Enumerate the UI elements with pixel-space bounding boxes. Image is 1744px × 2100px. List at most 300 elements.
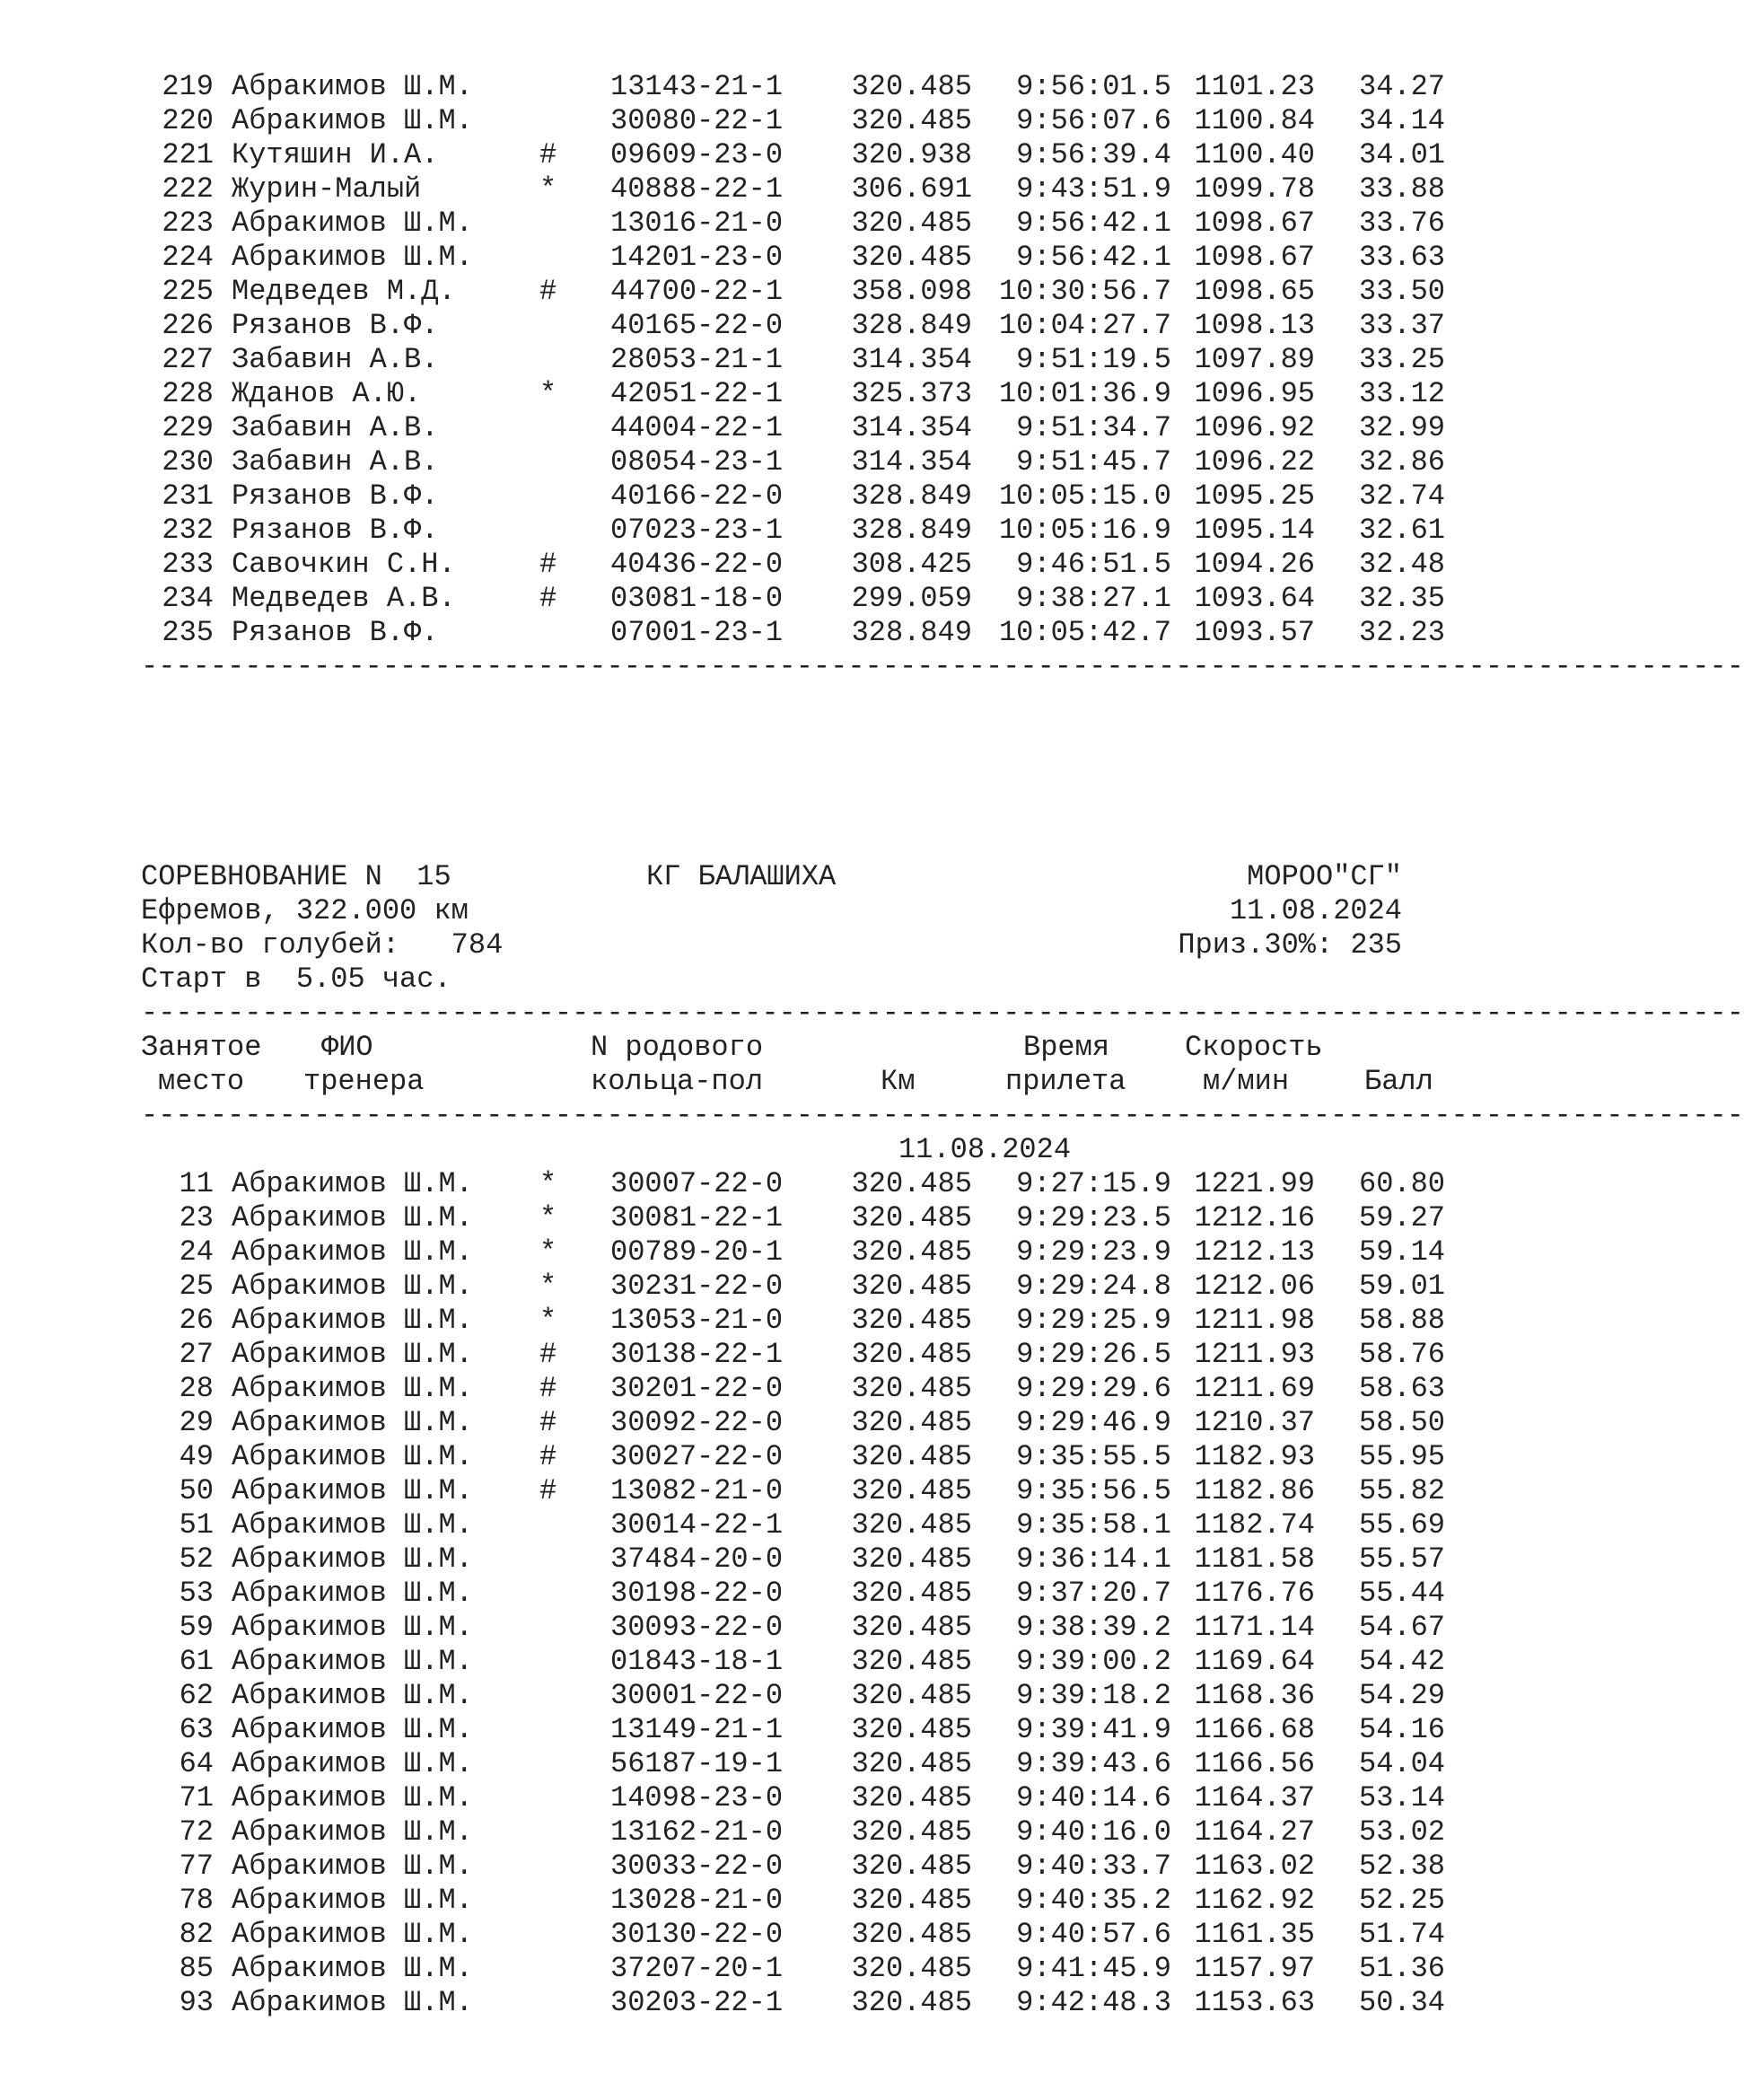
table-row [0,1440,1485,1474]
cell-arrival-time: 9:56:07.6 [1016,104,1171,137]
header-rule-top: --------------------------------------------------------------------------------------------- [141,997,1744,1030]
cell-speed: 1176.76 [1194,1577,1315,1610]
cell-trainer-name: Абракимов Ш.М. [232,1304,473,1337]
cell-ring-number: 30203-22-1 [610,1986,784,2019]
cell-place: 50 [179,1474,214,1507]
table-row [0,377,1485,411]
cell-speed: 1096.95 [1194,377,1315,410]
cell-place: 77 [179,1850,214,1883]
cell-speed: 1212.13 [1194,1235,1315,1269]
cell-score: 32.48 [1358,548,1445,581]
cell-trainer-name: Абракимов Ш.М. [232,1372,473,1405]
cell-trainer-name: Абракимов Ш.М. [232,1508,473,1542]
cell-arrival-time: 9:29:25.9 [1016,1304,1171,1337]
cell-ring-number: 07001-23-1 [610,616,784,649]
cell-speed: 1099.78 [1194,172,1315,206]
cell-score: 52.25 [1358,1884,1445,1917]
cell-arrival-time: 9:51:45.7 [1016,445,1171,479]
cell-trainer-name: Рязанов В.Ф. [232,514,439,547]
cell-distance-km: 320.485 [851,1679,972,1712]
table-row [0,1338,1485,1372]
cell-speed: 1168.36 [1194,1679,1315,1712]
cell-trainer-name: Медведев А.В. [232,582,456,615]
cell-distance-km: 320.485 [851,1645,972,1678]
cell-place: 49 [179,1440,214,1473]
cell-score: 33.25 [1358,343,1445,376]
cell-arrival-time: 9:38:39.2 [1016,1611,1171,1644]
table-row [0,1406,1485,1440]
cell-ring-number: 40888-22-1 [610,172,784,206]
cell-place: 228 [162,377,214,410]
cell-ring-number: 30001-22-0 [610,1679,784,1712]
cell-score: 53.02 [1358,1815,1445,1849]
cell-mark: # [539,1338,557,1371]
cell-arrival-time: 9:39:41.9 [1016,1713,1171,1746]
cell-arrival-time: 9:42:48.3 [1016,1986,1171,2019]
cell-distance-km: 320.485 [851,1884,972,1917]
cell-mark: # [539,548,557,581]
cell-score: 50.34 [1358,1986,1445,2019]
cell-arrival-time: 9:35:58.1 [1016,1508,1171,1542]
table-row [0,1815,1485,1850]
cell-score: 53.14 [1358,1781,1445,1814]
cell-score: 55.82 [1358,1474,1445,1507]
table-row [0,1167,1485,1201]
table-row [0,1850,1485,1884]
cell-place: 82 [179,1918,214,1951]
cell-distance-km: 299.059 [851,582,972,615]
cell-distance-km: 320.485 [851,206,972,240]
cell-speed: 1097.89 [1194,343,1315,376]
cell-place: 29 [179,1406,214,1439]
cell-arrival-time: 10:05:42.7 [998,616,1171,649]
organization-name: МОРОО"СГ" [1247,860,1402,893]
cell-place: 64 [179,1747,214,1780]
cell-trainer-name: Абракимов Ш.М. [232,1884,473,1917]
cell-arrival-time: 9:35:56.5 [1016,1474,1171,1507]
cell-speed: 1212.16 [1194,1201,1315,1235]
competition-number: СОРЕВНОВАНИЕ N 15 [141,860,451,893]
cell-trainer-name: Абракимов Ш.М. [232,1918,473,1951]
cell-place: 230 [162,445,214,479]
cell-speed: 1098.65 [1194,275,1315,308]
cell-trainer-name: Абракимов Ш.М. [232,1201,473,1235]
cell-distance-km: 320.485 [851,1850,972,1883]
cell-distance-km: 314.354 [851,411,972,444]
table-row [0,1201,1485,1235]
competition-date: 11.08.2024 [1229,894,1402,927]
col-ring-label-2: кольца-пол [591,1065,764,1098]
cell-ring-number: 13028-21-0 [610,1884,784,1917]
cell-distance-km: 320.485 [851,1406,972,1439]
cell-mark: # [539,138,557,171]
cell-trainer-name: Абракимов Ш.М. [232,1952,473,1985]
table-row [0,1611,1485,1645]
cell-trainer-name: Забавин А.В. [232,343,439,376]
cell-ring-number: 30093-22-0 [610,1611,784,1644]
cell-trainer-name: Абракимов Ш.М. [232,1611,473,1644]
cell-mark: * [539,1235,557,1269]
table-row [0,138,1485,172]
cell-score: 59.01 [1358,1270,1445,1303]
cell-place: 25 [179,1270,214,1303]
table-row [0,1235,1485,1270]
cell-ring-number: 30130-22-0 [610,1918,784,1951]
cell-trainer-name: Рязанов В.Ф. [232,479,439,513]
col-score-label: Балл [1364,1065,1433,1098]
cell-arrival-time: 9:56:42.1 [1016,241,1171,274]
col-time-label-1: Время [1023,1031,1110,1064]
cell-speed: 1164.37 [1194,1781,1315,1814]
cell-distance-km: 328.849 [851,514,972,547]
cell-trainer-name: Абракимов Ш.М. [232,1815,473,1849]
cell-ring-number: 30198-22-0 [610,1577,784,1610]
cell-score: 34.27 [1358,70,1445,103]
table-row [0,1918,1485,1952]
cell-distance-km: 320.485 [851,1372,972,1405]
cell-ring-number: 30201-22-0 [610,1372,784,1405]
cell-ring-number: 44004-22-1 [610,411,784,444]
prize-count: Приз.30%: 235 [1178,928,1402,962]
cell-place: 24 [179,1235,214,1269]
cell-distance-km: 320.485 [851,1304,972,1337]
cell-ring-number: 56187-19-1 [610,1747,784,1780]
cell-place: 71 [179,1781,214,1814]
cell-distance-km: 320.485 [851,1474,972,1507]
cell-trainer-name: Забавин А.В. [232,411,439,444]
cell-distance-km: 320.485 [851,1747,972,1780]
cell-speed: 1182.86 [1194,1474,1315,1507]
cell-speed: 1098.67 [1194,206,1315,240]
cell-distance-km: 320.485 [851,1815,972,1849]
cell-ring-number: 30007-22-0 [610,1167,784,1200]
cell-arrival-time: 9:51:34.7 [1016,411,1171,444]
cell-ring-number: 14201-23-0 [610,241,784,274]
cell-distance-km: 320.485 [851,241,972,274]
cell-speed: 1098.67 [1194,241,1315,274]
club-name: КГ БАЛАШИХА [646,860,837,893]
cell-score: 33.88 [1358,172,1445,206]
cell-arrival-time: 9:39:18.2 [1016,1679,1171,1712]
cell-score: 54.04 [1358,1747,1445,1780]
cell-arrival-time: 9:51:19.5 [1016,343,1171,376]
cell-place: 61 [179,1645,214,1678]
cell-speed: 1157.97 [1194,1952,1315,1985]
cell-score: 32.35 [1358,582,1445,615]
cell-trainer-name: Савочкин С.Н. [232,548,456,581]
table-row [0,1952,1485,1986]
cell-trainer-name: Абракимов Ш.М. [232,206,473,240]
cell-arrival-time: 9:38:27.1 [1016,582,1171,615]
pigeon-count: Кол-во голубей: 784 [141,928,504,962]
cell-arrival-time: 9:29:29.6 [1016,1372,1171,1405]
cell-place: 27 [179,1338,214,1371]
cell-speed: 1181.58 [1194,1542,1315,1576]
cell-trainer-name: Абракимов Ш.М. [232,1986,473,2019]
cell-distance-km: 328.849 [851,616,972,649]
cell-score: 34.01 [1358,138,1445,171]
cell-place: 222 [162,172,214,206]
cell-distance-km: 314.354 [851,343,972,376]
table-row [0,1645,1485,1679]
cell-distance-km: 314.354 [851,445,972,479]
cell-ring-number: 13016-21-0 [610,206,784,240]
cell-arrival-time: 9:29:23.5 [1016,1201,1171,1235]
col-name-label-1: ФИО [321,1031,373,1064]
cell-place: 235 [162,616,214,649]
cell-trainer-name: Абракимов Ш.М. [232,1713,473,1746]
cell-distance-km: 320.485 [851,1508,972,1542]
start-time: Старт в 5.05 час. [141,962,451,996]
cell-place: 223 [162,206,214,240]
cell-distance-km: 308.425 [851,548,972,581]
cell-ring-number: 01843-18-1 [610,1645,784,1678]
cell-arrival-time: 9:37:20.7 [1016,1577,1171,1610]
cell-score: 51.74 [1358,1918,1445,1951]
cell-trainer-name: Абракимов Ш.М. [232,1645,473,1678]
table-row [0,1577,1485,1611]
table-row [0,479,1485,514]
cell-place: 52 [179,1542,214,1576]
cell-arrival-time: 9:41:45.9 [1016,1952,1171,1985]
cell-arrival-time: 9:56:39.4 [1016,138,1171,171]
cell-distance-km: 320.485 [851,1440,972,1473]
col-time-label-2: прилета [1005,1065,1126,1098]
cell-mark: # [539,1474,557,1507]
cell-distance-km: 320.485 [851,1167,972,1200]
cell-trainer-name: Абракимов Ш.М. [232,104,473,137]
cell-place: 227 [162,343,214,376]
table-row [0,1713,1485,1747]
cell-mark: # [539,1440,557,1473]
cell-trainer-name: Абракимов Ш.М. [232,1338,473,1371]
cell-speed: 1100.40 [1194,138,1315,171]
cell-place: 62 [179,1679,214,1712]
cell-trainer-name: Кутяшин И.А. [232,138,439,171]
cell-arrival-time: 10:05:15.0 [998,479,1171,513]
cell-distance-km: 320.485 [851,70,972,103]
cell-speed: 1096.22 [1194,445,1315,479]
col-speed-label-1: Скорость [1185,1031,1323,1064]
table-end-rule: --------------------------------------------------------------------------------------------- [141,650,1744,683]
cell-place: 219 [162,70,214,103]
cell-score: 54.67 [1358,1611,1445,1644]
table-row [0,1986,1485,2020]
cell-place: 23 [179,1201,214,1235]
table-row [0,309,1485,343]
cell-speed: 1211.69 [1194,1372,1315,1405]
cell-place: 59 [179,1611,214,1644]
cell-trainer-name: Абракимов Ш.М. [232,1167,473,1200]
table-row [0,616,1485,650]
cell-ring-number: 13053-21-0 [610,1304,784,1337]
cell-trainer-name: Абракимов Ш.М. [232,1235,473,1269]
table-row [0,1679,1485,1713]
cell-speed: 1221.99 [1194,1167,1315,1200]
cell-place: 85 [179,1952,214,1985]
cell-place: 220 [162,104,214,137]
cell-trainer-name: Абракимов Ш.М. [232,1577,473,1610]
cell-place: 51 [179,1508,214,1542]
table-row [0,1474,1485,1508]
cell-trainer-name: Абракимов Ш.М. [232,1406,473,1439]
cell-arrival-time: 9:29:26.5 [1016,1338,1171,1371]
cell-score: 33.37 [1358,309,1445,342]
cell-speed: 1164.27 [1194,1815,1315,1849]
cell-distance-km: 320.485 [851,1918,972,1951]
cell-arrival-time: 9:46:51.5 [1016,548,1171,581]
col-place-label-1: Занятое [141,1031,262,1064]
cell-ring-number: 13143-21-1 [610,70,784,103]
cell-ring-number: 30027-22-0 [610,1440,784,1473]
table-row [0,1270,1485,1304]
cell-distance-km: 320.485 [851,1270,972,1303]
cell-trainer-name: Абракимов Ш.М. [232,1747,473,1780]
cell-speed: 1212.06 [1194,1270,1315,1303]
cell-distance-km: 320.485 [851,1952,972,1985]
cell-mark: * [539,377,557,410]
cell-distance-km: 358.098 [851,275,972,308]
cell-trainer-name: Абракимов Ш.М. [232,1850,473,1883]
cell-arrival-time: 9:39:43.6 [1016,1747,1171,1780]
cell-ring-number: 08054-23-1 [610,445,784,479]
cell-ring-number: 28053-21-1 [610,343,784,376]
cell-score: 32.86 [1358,445,1445,479]
cell-score: 33.50 [1358,275,1445,308]
cell-arrival-time: 9:39:00.2 [1016,1645,1171,1678]
cell-place: 11 [179,1167,214,1200]
cell-ring-number: 30138-22-1 [610,1338,784,1371]
header-rule-bottom: --------------------------------------------------------------------------------------------- [141,1099,1744,1132]
cell-score: 33.63 [1358,241,1445,274]
table-row [0,172,1485,206]
cell-ring-number: 14098-23-0 [610,1781,784,1814]
cell-arrival-time: 9:40:57.6 [1016,1918,1171,1951]
cell-ring-number: 13082-21-0 [610,1474,784,1507]
table-row [0,1747,1485,1781]
table-row [0,1884,1485,1918]
cell-ring-number: 37207-20-1 [610,1952,784,1985]
cell-arrival-time: 10:01:36.9 [998,377,1171,410]
cell-speed: 1095.14 [1194,514,1315,547]
cell-speed: 1094.26 [1194,548,1315,581]
col-ring-label-1: N родового [591,1031,764,1064]
cell-score: 32.23 [1358,616,1445,649]
cell-speed: 1162.92 [1194,1884,1315,1917]
cell-place: 78 [179,1884,214,1917]
cell-speed: 1161.35 [1194,1918,1315,1951]
cell-mark: * [539,172,557,206]
table-row [0,343,1485,377]
cell-distance-km: 320.485 [851,1713,972,1746]
cell-ring-number: 40436-22-0 [610,548,784,581]
cell-arrival-time: 9:29:24.8 [1016,1270,1171,1303]
cell-trainer-name: Абракимов Ш.М. [232,1781,473,1814]
cell-trainer-name: Жданов А.Ю. [232,377,422,410]
cell-place: 221 [162,138,214,171]
cell-mark: # [539,1406,557,1439]
table-row [0,206,1485,241]
cell-place: 72 [179,1815,214,1849]
cell-score: 52.38 [1358,1850,1445,1883]
cell-trainer-name: Абракимов Ш.М. [232,1440,473,1473]
cell-mark: * [539,1304,557,1337]
cell-score: 33.76 [1358,206,1445,240]
cell-ring-number: 30231-22-0 [610,1270,784,1303]
cell-distance-km: 328.849 [851,479,972,513]
cell-arrival-time: 10:30:56.7 [998,275,1171,308]
cell-speed: 1153.63 [1194,1986,1315,2019]
cell-ring-number: 30033-22-0 [610,1850,784,1883]
cell-mark: # [539,1372,557,1405]
table-row [0,548,1485,582]
cell-place: 63 [179,1713,214,1746]
cell-speed: 1095.25 [1194,479,1315,513]
cell-arrival-time: 9:27:15.9 [1016,1167,1171,1200]
cell-speed: 1163.02 [1194,1850,1315,1883]
cell-ring-number: 30080-22-1 [610,104,784,137]
cell-ring-number: 37484-20-0 [610,1542,784,1576]
table-row [0,1542,1485,1577]
table-row [0,104,1485,138]
cell-score: 33.12 [1358,377,1445,410]
cell-score: 32.61 [1358,514,1445,547]
cell-place: 234 [162,582,214,615]
cell-mark: # [539,275,557,308]
cell-place: 224 [162,241,214,274]
cell-score: 32.99 [1358,411,1445,444]
cell-score: 54.16 [1358,1713,1445,1746]
cell-score: 58.76 [1358,1338,1445,1371]
cell-ring-number: 40166-22-0 [610,479,784,513]
cell-score: 54.29 [1358,1679,1445,1712]
cell-score: 54.42 [1358,1645,1445,1678]
cell-distance-km: 320.485 [851,1338,972,1371]
cell-arrival-time: 9:29:23.9 [1016,1235,1171,1269]
cell-speed: 1096.92 [1194,411,1315,444]
cell-place: 231 [162,479,214,513]
cell-distance-km: 320.485 [851,104,972,137]
cell-place: 232 [162,514,214,547]
cell-score: 32.74 [1358,479,1445,513]
cell-speed: 1166.68 [1194,1713,1315,1746]
cell-distance-km: 320.938 [851,138,972,171]
cell-ring-number: 30081-22-1 [610,1201,784,1235]
cell-speed: 1182.74 [1194,1508,1315,1542]
cell-distance-km: 320.485 [851,1781,972,1814]
cell-trainer-name: Рязанов В.Ф. [232,309,439,342]
cell-speed: 1093.57 [1194,616,1315,649]
cell-place: 229 [162,411,214,444]
cell-arrival-time: 9:29:46.9 [1016,1406,1171,1439]
cell-speed: 1101.23 [1194,70,1315,103]
cell-arrival-time: 9:36:14.1 [1016,1542,1171,1576]
cell-score: 58.63 [1358,1372,1445,1405]
cell-trainer-name: Абракимов Ш.М. [232,1542,473,1576]
cell-score: 55.69 [1358,1508,1445,1542]
cell-distance-km: 320.485 [851,1611,972,1644]
release-location: Ефремов, 322.000 км [141,894,469,927]
table-row [0,1304,1485,1338]
cell-speed: 1210.37 [1194,1406,1315,1439]
cell-score: 59.14 [1358,1235,1445,1269]
col-km-label: Км [881,1065,916,1098]
cell-ring-number: 13149-21-1 [610,1713,784,1746]
col-speed-label-2: м/мин [1203,1065,1290,1098]
cell-mark: * [539,1167,557,1200]
cell-speed: 1182.93 [1194,1440,1315,1473]
cell-speed: 1171.14 [1194,1611,1315,1644]
